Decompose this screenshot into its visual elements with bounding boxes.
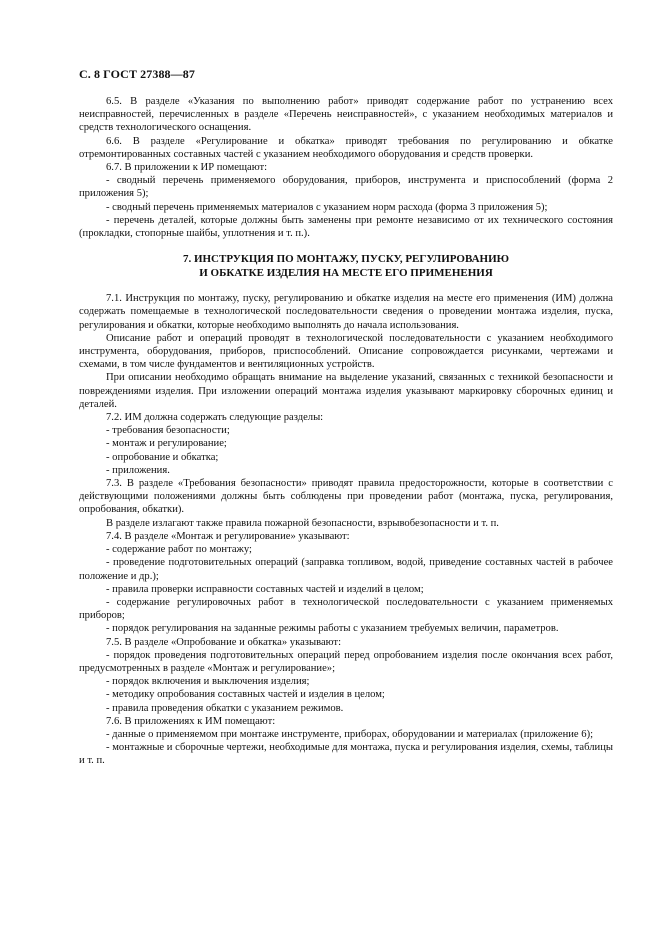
list-item: - порядок включения и выключения изделия; — [106, 676, 310, 688]
list-item: - проведение подготовительных операций (заправка топливом, водой, приведение составных частей в рабочее положение и др.); — [79, 557, 613, 582]
list-item: - содержание работ по монтажу; — [106, 544, 252, 556]
list-item: - сводный перечень применяемого оборудования, приборов, инструмента и приспособлений (форма 2 приложения 5); — [79, 175, 613, 200]
paragraph-6-7: 6.7. В приложении к ИР помещают: — [106, 162, 268, 174]
list-item: - приложения. — [106, 464, 170, 476]
paragraph-6-5: 6.5. В разделе «Указания по выполнению работ» приводят содержание работ по устранению всех неисправностей, перечисленных в разделе «Перечень неисправностей», с указанием необходимых материалов и средств технологического оснащения. — [79, 96, 613, 134]
paragraph: В разделе излагают также правила пожарной безопасности, взрывобезопасности и т. п. — [106, 517, 499, 529]
list-item: - правила проверки исправности составных частей и изделий в целом; — [106, 583, 424, 595]
paragraph: Описание работ и операций проводят в технологической последовательности с указанием необходимого инструмента, оборудования, приборов, приспособлений. Описание сопровождается рисунками, чертежами и схемами, в том числе фундаментов и вентиляционных устройств. — [79, 332, 613, 371]
list-item: - порядок проведения подготовительных операций перед опробованием изделия после окончания всех работ, предусмотренных в разделе «Монтаж и регулирование»; — [79, 649, 613, 674]
section-7-heading — [79, 252, 613, 280]
paragraph-7-6: 7.6. В приложениях к ИМ помещают: — [106, 715, 276, 727]
list-item: - требования безопасности; — [106, 425, 230, 437]
list-item: - монтаж и регулирование; — [106, 438, 227, 450]
paragraph-7-1: 7.1. Инструкция по монтажу, пуску, регулированию и обкатке изделия на месте его применения (ИМ) должна содержать помещаемые в технологической последовательности сведения о проведении монтажа изделия, пуска, регулирования и обкатки, которые необходимо выполнять до начала использования. — [79, 293, 613, 331]
list-item: - правила проведения обкатки с указанием режимов. — [106, 702, 344, 714]
heading-line-1: 7. ИНСТРУКЦИЯ ПО МОНТАЖУ, ПУСКУ, РЕГУЛИРОВАНИЮ — [182, 253, 510, 266]
list-item: - методику опробования составных частей и изделия в целом; — [106, 689, 385, 701]
list-item: - содержание регулировочных работ в технологической последовательности с указанием применяемых приборов; — [79, 596, 613, 622]
paragraph-7-2: 7.2. ИМ должна содержать следующие разделы: — [106, 412, 324, 424]
paragraph-7-5: 7.5. В разделе «Опробование и обкатка» указывают: — [106, 636, 342, 648]
list-item: - монтажные и сборочные чертежи, необходимые для монтажа, пуска и регулирования изделия, схемы, таблицы и т. п. — [79, 742, 613, 767]
list-item: - перечень деталей, которые должны быть заменены при ремонте независимо от их технического состояния (прокладки, стопорные шайбы, уплотнения и т. п.). — [79, 214, 613, 240]
paragraph-7-3: 7.3. В разделе «Требования безопасности» приводят правила предосторожности, которые в соответствии с действующими положениями должны быть соблюдены при проведении работ (монтажа, пуска, регулирования, опробования, обкатки). — [79, 478, 613, 516]
paragraph-7-4: 7.4. В разделе «Монтаж и регулирование» указывают: — [106, 530, 350, 542]
list-item: - порядок регулирования на заданные режимы работы с указанием требуемых величин, параметров. — [106, 623, 559, 635]
paragraph: При описании необходимо обращать внимание на выделение указаний, связанных с техникой безопасности и повреждениями изделия. При изложении операций монтажа изделия указывают маркировку сборочных единиц и деталей. — [79, 372, 613, 410]
list-item: - сводный перечень применяемых материалов с указанием норм расхода (форма 3 приложения 5); — [106, 201, 548, 213]
paragraph-6-6: 6.6. В разделе «Регулирование и обкатка» приводят требования по регулированию и обкатке отремонтированных составных частей с указанием необходимого оборудования и средств проверки. — [79, 135, 613, 160]
page-header: С. 8 ГОСТ 27388—87 — [79, 67, 195, 81]
list-item: - данные о применяемом при монтаже инструменте, приборах, оборудовании и материалах (приложение 6); — [106, 728, 594, 740]
document-body — [79, 95, 613, 768]
list-item: - опробование и обкатка; — [106, 451, 219, 463]
heading-line-2: И ОБКАТКЕ ИЗДЕЛИЯ НА МЕСТЕ ЕГО ПРИМЕНЕНИЯ — [199, 267, 493, 280]
